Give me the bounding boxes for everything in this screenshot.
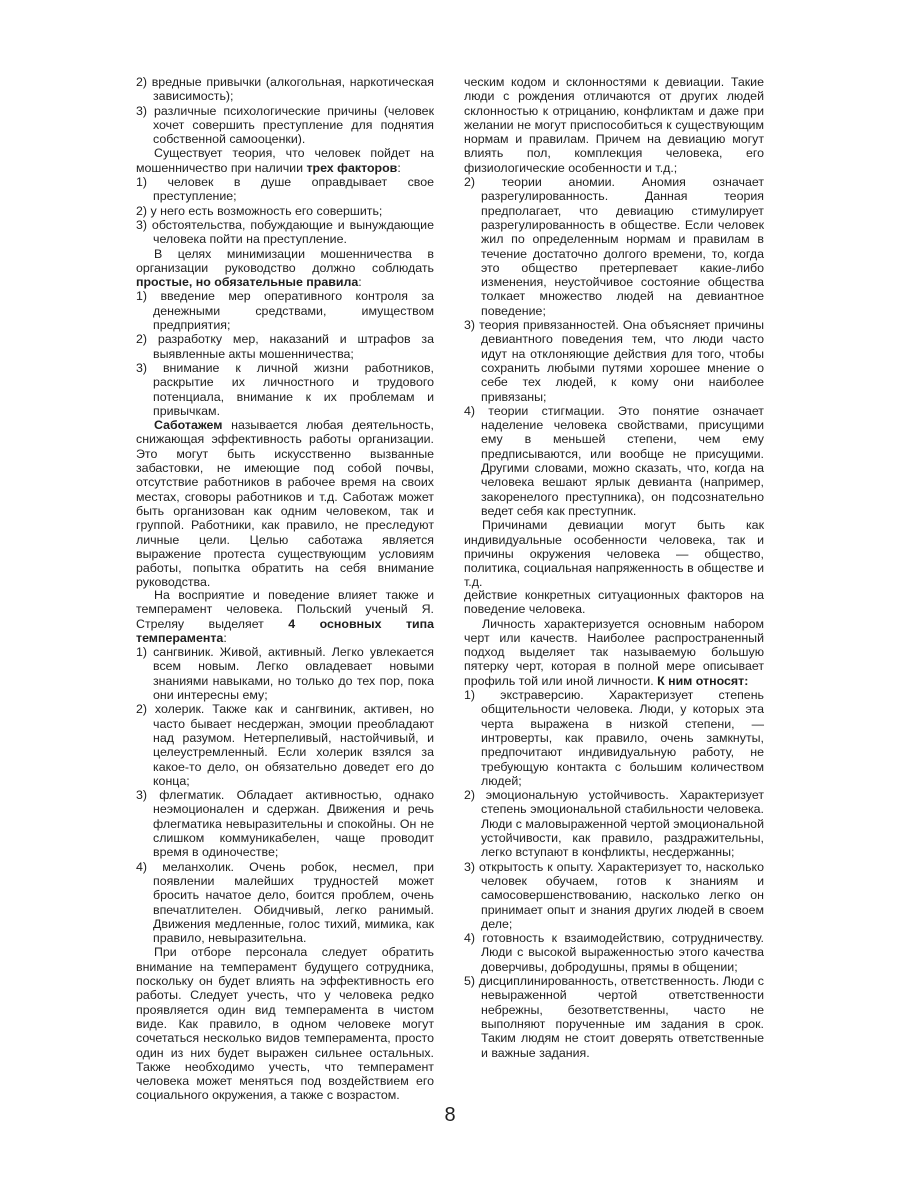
list-item-agreeableness: 4) готовность к взаимодействию, сотрудничеству. Люди с высокой выраженностью этого качества доверчивы, добродушны, прямы в общении; xyxy=(464,931,764,974)
bold-big-five: К ним относят: xyxy=(657,673,749,688)
list-item-theory-4: 4) теории стигмации. Это понятие означает наделение человека свойствами, присущими ему в меньшей степени, чем ему предписываются, или вообще не присущими. Другими словами, можно сказать, что, когда на человека вешают ярлык девианта (например, закоренелого преступника), он подсознательно ведет себя как преступник. xyxy=(464,403,764,518)
bold-temperament-types: 4 основных типа темперамента xyxy=(136,616,435,645)
list-item-phlegmatic: 3) флегматик. Обладает активностью, однако неэмоционален и сдержан. Движения и речь флегматика невыразительны и спокойны. Он не слишком коммуникабелен, чаще проводит время в одиночестве; xyxy=(136,788,434,860)
paragraph-selection: При отборе персонала следует обратить внимание на темперамент будущего сотрудника, поскольку он будет влиять на эффективность его работы. Следует учесть, что у человека редко проявляется один вид темперамента в чистом виде. Как правило, в одном человеке могут сочетаться несколько видов темперамента, просто один из них будет выражен сильнее остальных. Также необходимо учесть, что темперамент человека может меняться под воздействием его социального окружения, а также с возрастом. xyxy=(136,945,434,1103)
list-item-emotional-stability: 2) эмоциональную устойчивость. Характеризует степень эмоциональной стабильности человека. Люди с маловыраженной чертой эмоциональной устойчивости, как правило, раздражительны, легко вступают в конфликты, несдержанны; xyxy=(464,788,764,860)
list-item-factor-2: 2) у него есть возможность его совершить; xyxy=(136,203,383,218)
page-number: 8 xyxy=(444,1104,456,1126)
list-item-rule-1: 1) введение мер оперативного контроля за денежными средствами, имуществом предприятия; xyxy=(136,289,434,333)
bold-three-factors: трех факторов xyxy=(306,160,398,175)
list-item-conscientiousness: 5) дисциплинированность, ответственность. Люди с невыраженной чертой ответственности небрежны, безответственны, часто не выполняют порученные им задания в срок. Таким людям не стоит доверять ответственные и важные задания. xyxy=(464,974,764,1060)
list-item-rule-3: 3) внимание к личной жизни работников, раскрытие их личностного и трудового потенциала, внимание к их проблемам и привычкам. xyxy=(136,360,434,418)
column-top-left xyxy=(136,75,434,590)
paragraph-temperament: На восприятие и поведение влияет также и темперамент человека. Польский ученый Я. Стреляу выделяет 4 основных типа темперамента: xyxy=(136,588,435,645)
list-item-factor-3: 3) обстоятельства, побуждающие и вынуждающие человека пойти на преступление. xyxy=(136,217,434,247)
paragraph-genetic: ческим кодом и склонностями к девиации. Такие люди с рождения отличаются от других людей склонностью к отрицанию, конфликтам и даже при желании не могут приспособиться к существующим нормам и правилам. Причем на девиацию могут влиять пол, комплекция человека, его физиологические особенности и т.д.; xyxy=(464,75,764,175)
paragraph-theory: Существует теория, что человек пойдет на мошенничество при наличии трех факторов: xyxy=(136,146,434,175)
paragraph-sabotage: Саботажем называется любая деятельность, снижающая эффективность работы организации. Это могут быть искусственно вызванные забастовки, не имеющие под собой почвы, отсутствие работников в рабочее время на своих местах, сговоры работников и т.д. Саботаж может быть организован как одним человеком, так и группой. Работники, как правило, не преследуют личные цели. Целью саботажа является выражение протеста существующим условиям работы, попытка обратить на себя внимание руководства. xyxy=(136,418,434,590)
list-item-factor-1: 1) человек в душе оправдывает свое преступление; xyxy=(136,175,434,204)
list-item-melancholic: 4) меланхолик. Очень робок, несмел, при появлении малейших трудностей может бросить начатое дело, боится проблем, очень впечатлителен. Обидчивый, легко ранимый. Движения медленные, голос тихий, мимика, как правило, невыразительна. xyxy=(136,859,434,946)
list-item-theory-3: 3) теория привязанностей. Она объясняет причины девиантного поведения тем, что люди часто идут на отклоняющие действия для того, чтобы сохранить любыми путями хорошее мнение о себе тех людей, к кому они наиболее привязаны; xyxy=(464,318,764,404)
list-item-choleric: 2) холерик. Также как и сангвиник, активен, но часто бывает несдержан, эмоции преобладают над разумом. Нетерпеливый, настойчивый, и целеустремленный. Если холерик взялся за какое-то дело, он обязательно доведет его до конца; xyxy=(136,702,434,788)
paragraph-personality: Личность характеризуется основным набором черт или качеств. Наиболее распространенный подход выделяет так называемую большую пятерку черт, которая в полной мере описывает профиль той или иной личности. К ним относят: xyxy=(464,616,764,688)
list-item-extraversion: 1) экстраверсию. Характеризует степень общительности человека. Люди, у которых эта черта выражена в низкой степени, — интроверты, как правило, очень замкнуты, предпочитают индивидуальную работу, не требующую контакта с большим количеством людей; xyxy=(464,688,764,788)
list-item-psych: 3) различные психологические причины (человек хочет совершить преступление для поднятия собственной самооценки). xyxy=(136,103,434,147)
paragraph-minimize: В целях минимизации мошенничества в организации руководство должно соблюдать простые, но обязательные правила: xyxy=(136,246,434,290)
list-item-sanguine: 1) сангвиник. Живой, активный. Легко увлекается всем новым. Легко овладевает новыми знаниями навыками, но только до тех пор, пока они интересны ему; xyxy=(136,645,434,703)
list-item-theory-2: 2) теории аномии. Аномия означает разрегулированность. Данная теория предполагает, что девиацию стимулирует разрегулированность в обществе. Если человек жил по определенным нормам и правилам в течение достаточно долгого времени, то, когда это общество претерпевает какие-либо изменения, неустойчивое состояние общества толкает множество людей на девиантное поведение; xyxy=(464,175,764,318)
paragraph-causes: Причинами девиации могут быть как индивидуальные особенности человека, так и причины окружения человека — общество, политика, социальная напряженность в обществе и т.д. xyxy=(464,518,764,590)
bold-sabotage: Саботажем xyxy=(154,418,223,433)
list-item-rule-2: 2) разработку мер, наказаний и штрафов за выявленные акты мошенничества; xyxy=(136,332,434,361)
bold-rules: простые, но обязательные правила xyxy=(136,275,359,290)
list-item-openness: 3) открытость к опыту. Характеризует то, насколько человек обучаем, готов к знаниям и самосовершенствованию, насколько легко он принимает опыт и знания других людей в своем деле; xyxy=(464,859,764,931)
list-item-habits: 2) вредные привычки (алкогольная, наркотическая зависимость); xyxy=(136,75,434,104)
paragraph-situational: действие конкретных ситуационных факторов на поведение человека. xyxy=(464,588,764,617)
column-bottom-left xyxy=(136,588,434,1103)
column-top-right xyxy=(464,75,764,590)
column-bottom-right xyxy=(464,588,764,1060)
